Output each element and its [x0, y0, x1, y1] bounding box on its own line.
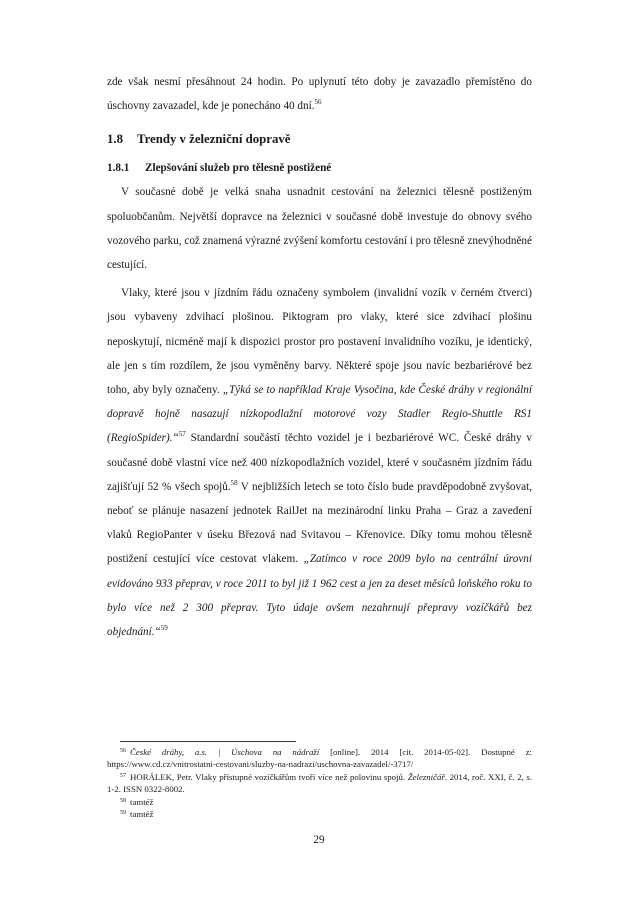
subsection-heading — [107, 156, 532, 180]
quote-statistics: „Zatímco v roce 2009 bylo na centrální úrovni evidováno 933 přeprav, v roce 2011 to byl již 1 962 cest a jen za deset měsíců loňského roku to bylo více než 2 300 přeprav. Tyto údaje ovšem nezahrnují přepravy vozíčkářů bez objednání.“ — [107, 553, 532, 639]
footnote-57: $^{57}$ HORÁLEK, Petr. Vlaky přístupné vozíčkářům tvoří více než polovinu spojů. Železničář. 2014, roč. XXI, č. 2, s. 1-2. ISSN 0322-8002. — [107, 771, 533, 795]
footnote-ref-58[interactable]: 58 — [230, 478, 238, 487]
footnote-ref-57[interactable]: 57 — [178, 430, 186, 439]
subsection-title: Zlepšování služeb pro tělesně postižené — [145, 162, 332, 175]
page-number: 29 — [313, 834, 325, 846]
footnote-56: $^{56}$ České dráhy, a.s. | Úschova na nádraží [online]. 2014 [cit. 2014-05-02]. Dostupné z: https://www.cd.cz/vnitrostatni-cestovani/sluzby-na-nadrazi/uschovna-zavazadel/-3717/ — [107, 747, 532, 770]
paragraph-2: Vlaky, které jsou v jízdním řádu označeny symbolem (invalidní vozík v černém čtverci) jsou vybaveny zdvihací plošinou. Piktogram pro vlaky, které sice zdvihací plošinu neposkytují, nicméně mají k dispozici prostor pro postavení invalidního vozíku, je identický, ale jen s tím rozdílem, že jsou vyměněny barvy. Některé spoje jsou navíc bezbariérové bez toho, aby byly označeny. „Týká se to například Kraje Vysočina, kde České dráhy v regionální dopravě hojně nasazují nízkopodlažní motorové vozy Stadler Regio-Shuttle RS1 (RegioSpider).“$^{57}$ Standardní součástí těchto vozidel je i bezbariérové WC. České dráhy v současné době vlastní více než 400 nízkopodlažních vozidel, které v současném jízdním řádu zajišťují 52 % všech spojů.$^{58}$ V nejbližších letech se toto číslo bude pravděpodobně zvyšovat, neboť se plánuje nasazení jednotek RailJet na mezinárodní linku Praha – Graz a zavedení vlaků RegioPanter v úseku Březová nad Svitavou – Křenovice. Díky tomu mohou tělesně postižení cestující více cestovat vlakem. „Zatímco v roce 2009 bylo na centrální úrovni evidováno 933 přeprav, v roce 2011 to byl již 1 962 cest a jen za deset měsíců loňského roku to bylo více než 2 300 přeprav. Tyto údaje ovšem nezahrnují přepravy vozíčkářů bez objednání.“$^{59}$ — [107, 287, 532, 639]
footnote-ref-56[interactable]: 56 — [314, 98, 322, 107]
quote-vysocina: „Týká se to například Kraje Vysočina, kde České dráhy v regionální dopravě hojně nasazují nízkopodlažní motorové vozy Stadler Regio-Shuttle RS1 (RegioSpider).“ — [107, 384, 532, 445]
body-text — [107, 70, 532, 644]
footnotes — [107, 741, 532, 820]
subsection-number: 1.8.1 — [107, 162, 130, 175]
paragraph-1: V současné době je velká snaha usnadnit cestování na železnici tělesně postiženým spoluobčanům. Největší dopravce na železnici v současné době investuje do obnovy svého vozového parku, což znamená výrazné zvýšení komfortu cestování i pro tělesně znevýhodněné cestující. — [107, 186, 532, 272]
footnote-59: $^{59}$ tamtéž — [120, 809, 154, 820]
footnote-separator — [120, 741, 296, 742]
section-heading — [107, 128, 532, 150]
intro-paragraph: zde však nesmí přesáhnout 24 hodin. Po uplynutí této doby je zavazadlo přemístěno do úschovny zavazadel, kde je ponecháno 40 dní.$^{56}$ — [107, 76, 532, 113]
section-title: Trendy v železniční dopravě — [137, 132, 291, 147]
footnote-ref-59[interactable]: 59 — [160, 624, 168, 633]
footnote-58: $^{58}$ tamtéž — [120, 796, 154, 807]
section-number: 1.8 — [107, 132, 123, 147]
